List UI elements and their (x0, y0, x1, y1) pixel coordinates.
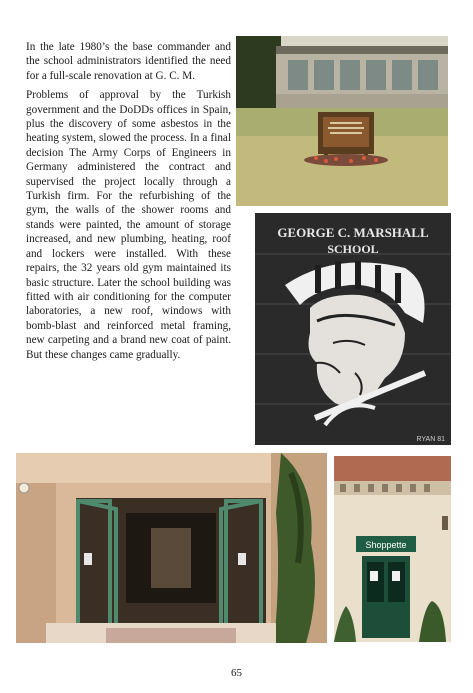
paragraph-1: In the late 1980’s the base commander and the school administrators identified the need for a full-scale renovation at G. C. M. (26, 41, 231, 82)
photo-mural (255, 213, 451, 445)
shoppette-sign: Shoppette (365, 540, 407, 550)
paragraph-2: Problems of approval by the Turkish government and the DoDDs offices in Spain, plus the discovery of some asbestos in the heating system, slowed the process. In a final decision The Army Corps of Engineers in Germany administered the contract and supervised the project locally through a Turkish firm. For the refurbishing of the gym, the walls of the shower rooms and stands were painted, the amount of storage increased, and new plumbing, heating, roof and lockers were installed. With these repairs, the 32 years old gym maintained its basic structure. Later the school building was fitted with air conditioning for the computer laboratories, a new roof, windows with bomb-blast and reinforced metal framing, new carpeting and a brand new coat of paint. But these changes came gradually. (26, 89, 231, 361)
mural-title-line2: SCHOOL (327, 242, 379, 256)
page-number: 65 (231, 667, 242, 679)
photo-entrance (16, 453, 327, 643)
photo-shoppette (334, 456, 451, 642)
mural-title-line1: GEORGE C. MARSHALL (277, 225, 429, 240)
body-text-column (26, 40, 231, 367)
mural-signature: RYAN 81 (416, 436, 445, 443)
photo-school-sign (236, 36, 448, 206)
